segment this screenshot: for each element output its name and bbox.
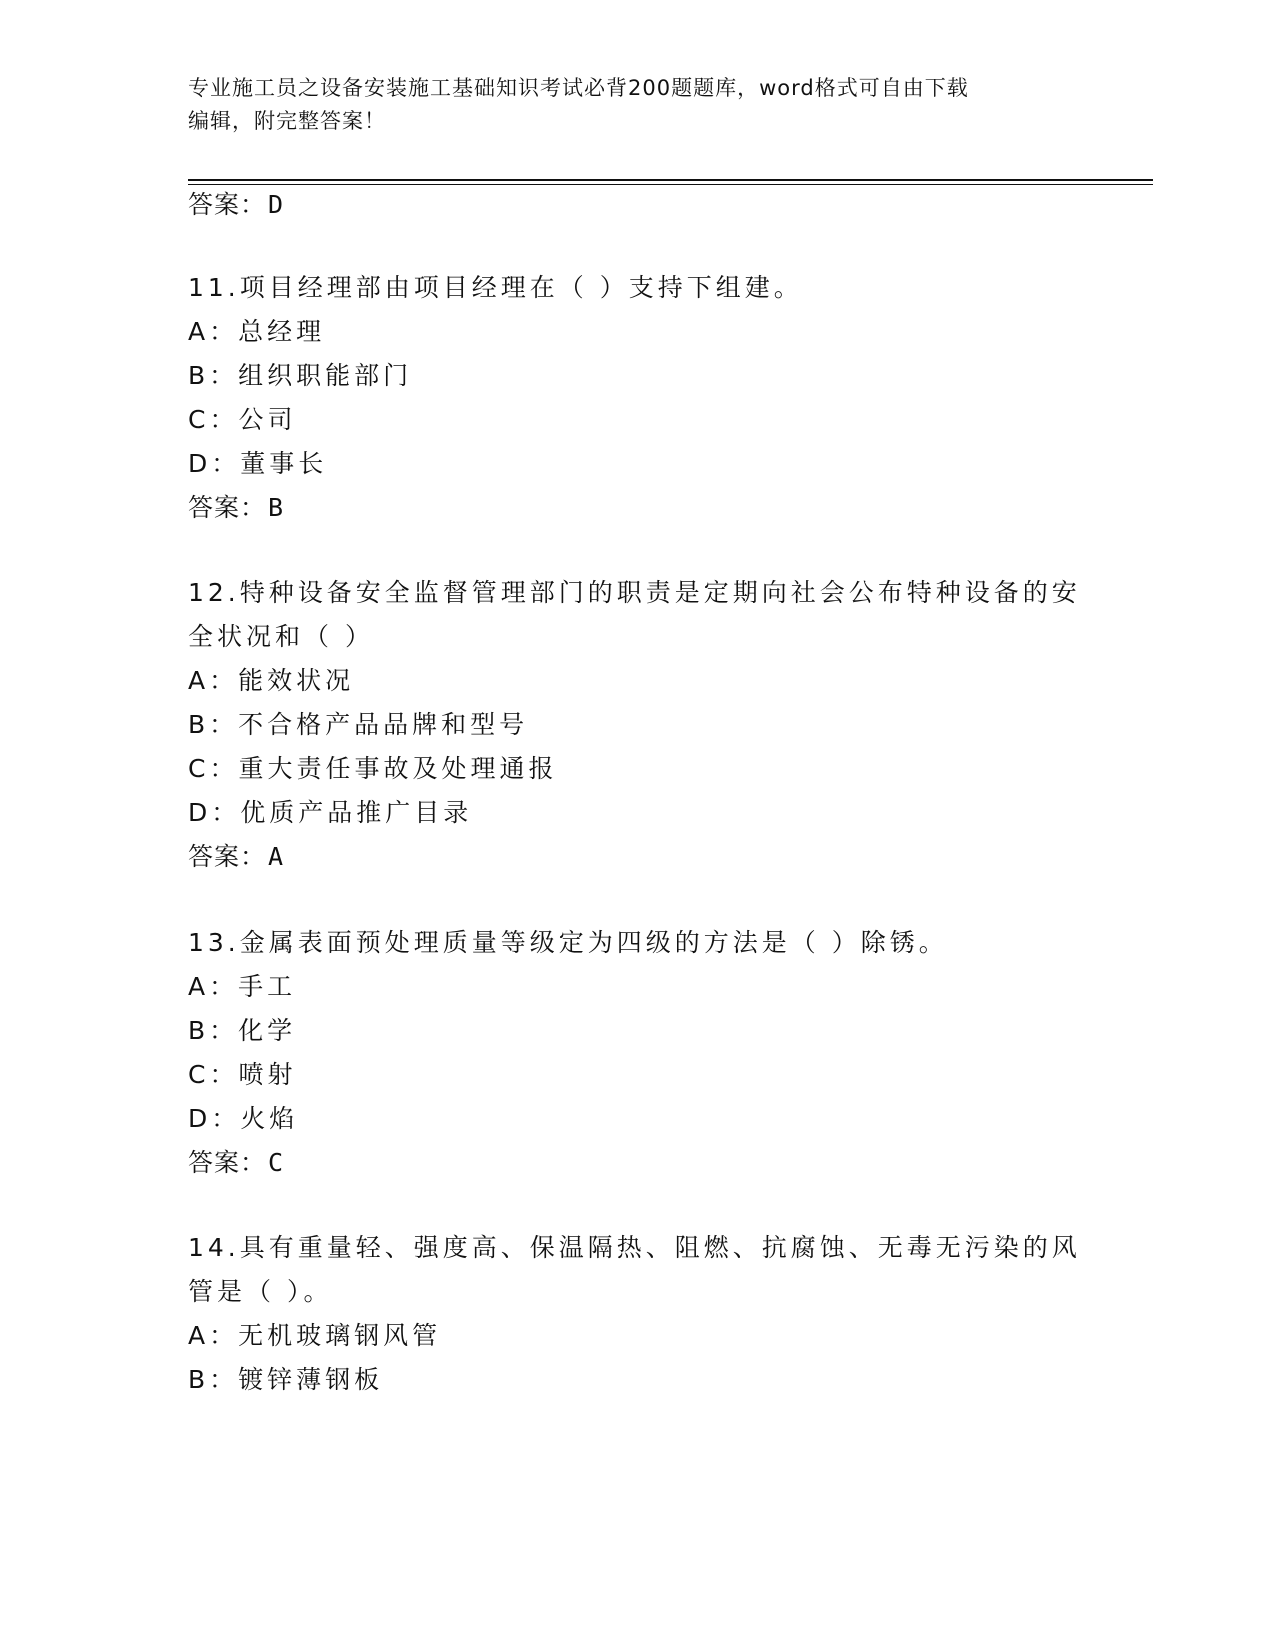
answer-line — [188, 491, 284, 525]
answer-value: B — [268, 493, 285, 522]
option-b: B：不合格产品品牌和型号 — [188, 710, 529, 739]
document-header — [188, 72, 1088, 138]
option-a: A：能效状况 — [188, 666, 355, 695]
question-stem-continued: 全状况和（ ） — [188, 622, 374, 651]
option-a: A：总经理 — [188, 317, 326, 346]
answer-label: 答案： — [188, 842, 267, 871]
answer-label: 答案： — [188, 1148, 267, 1177]
question-stem: 13.金属表面预处理质量等级定为四级的方法是（ ）除锈。 — [188, 928, 948, 957]
answer-label: 答案： — [188, 190, 267, 219]
answer-line — [188, 840, 284, 874]
header-line-2: 编辑，附完整答案！ — [188, 109, 386, 133]
question-stem: 12.特种设备安全监督管理部门的职责是定期向社会公布特种设备的安 — [188, 578, 1081, 607]
answer-value: C — [268, 1148, 285, 1177]
question-stem: 11.项目经理部由项目经理在（ ）支持下组建。 — [188, 273, 803, 302]
header-divider-thick — [188, 179, 1153, 181]
option-c: C：重大责任事故及处理通报 — [188, 754, 558, 783]
option-c: C：喷射 — [188, 1060, 297, 1089]
option-d: D：优质产品推广目录 — [188, 798, 473, 827]
option-b: B：化学 — [188, 1016, 297, 1045]
question-stem-continued: 管是（ ）。 — [188, 1277, 333, 1306]
option-b: B：组织职能部门 — [188, 361, 413, 390]
answer-label: 答案： — [188, 493, 267, 522]
answer-value: D — [268, 190, 285, 219]
answer-value: A — [268, 842, 285, 871]
option-c: C：公司 — [188, 405, 297, 434]
question-stem: 14.具有重量轻、强度高、保温隔热、阻燃、抗腐蚀、无毒无污染的风 — [188, 1233, 1081, 1262]
option-b: B：镀锌薄钢板 — [188, 1365, 384, 1394]
option-d: D：董事长 — [188, 449, 328, 478]
option-a: A：手工 — [188, 972, 297, 1001]
header-divider-thin — [188, 184, 1153, 185]
answer-line — [188, 1146, 284, 1180]
option-d: D：火焰 — [188, 1104, 299, 1133]
option-a: A：无机玻璃钢风管 — [188, 1321, 442, 1350]
previous-answer — [188, 188, 284, 222]
header-line-1: 专业施工员之设备安装施工基础知识考试必背200题题库，word格式可自由下载 — [188, 76, 969, 100]
